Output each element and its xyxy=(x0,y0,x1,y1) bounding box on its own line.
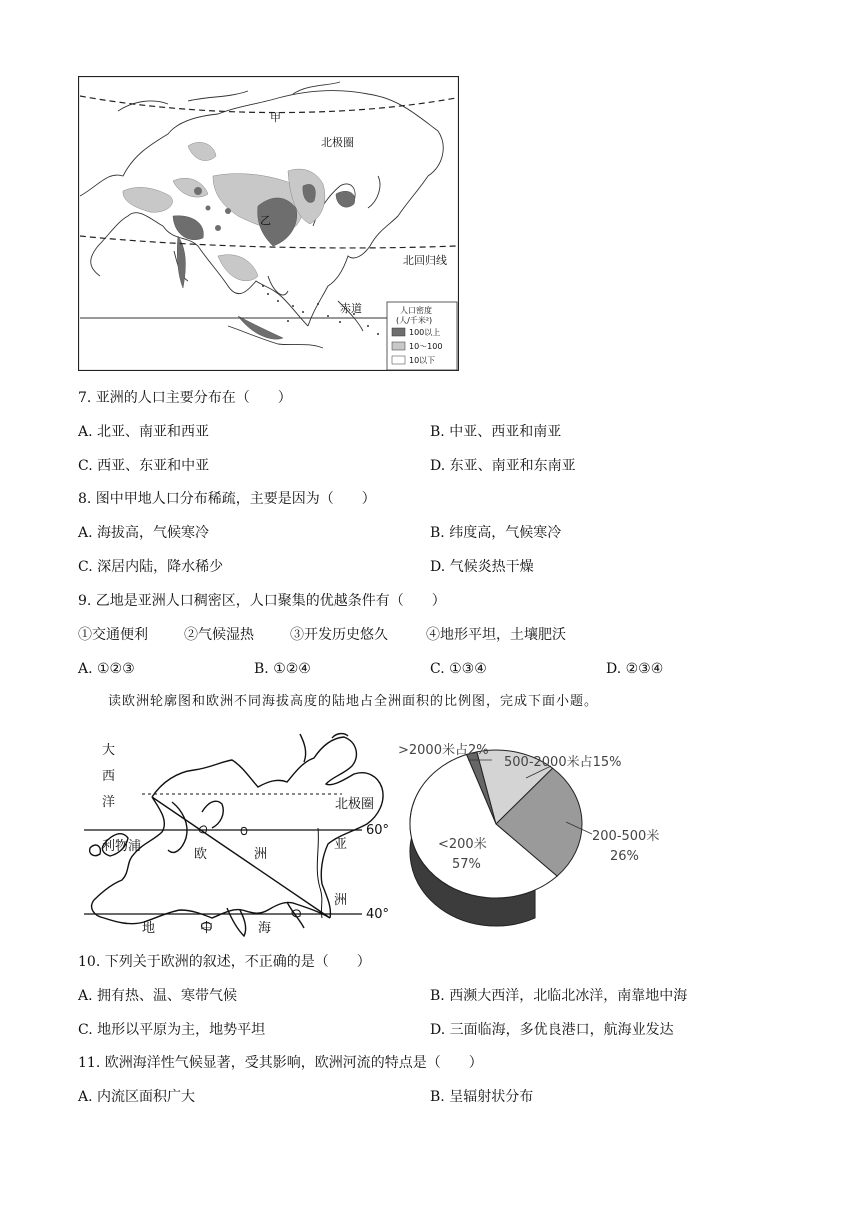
question-7-option-b[interactable]: B. 中亚、西亚和南亚 xyxy=(430,424,562,440)
label-lat-40: 40° xyxy=(366,907,390,922)
label-eu-arctic-circle: 北极圈 xyxy=(335,797,375,812)
question-9-statement-3: ③开发历史悠久 xyxy=(290,627,388,643)
question-9-statement-1: ①交通便利 xyxy=(78,627,148,643)
pie-label-200-500: 200-500米 xyxy=(592,829,660,844)
legend-label-low: 10以下 xyxy=(409,356,436,365)
question-8-option-d[interactable]: D. 气候炎热干燥 xyxy=(430,559,534,575)
question-11-option-a[interactable]: A. 内流区面积广大 xyxy=(78,1089,196,1105)
question-10-option-c[interactable]: C. 地形以平原为主，地势平坦 xyxy=(78,1022,266,1038)
label-asia-1: 亚 xyxy=(334,837,348,852)
pie-label-500-2000: 500-2000米占15% xyxy=(504,755,622,770)
question-7-option-d[interactable]: D. 东亚、南亚和东南亚 xyxy=(430,458,576,474)
legend-unit: (人/千米²) xyxy=(396,316,433,325)
label-atlantic-3: 洋 xyxy=(102,795,116,810)
section-intro: 读欧洲轮廓图和欧洲不同海拔高度的陆地占全洲面积的比例图，完成下面小题。 xyxy=(108,694,599,709)
question-9-statement-2: ②气候湿热 xyxy=(184,627,254,643)
label-tropic-of-cancer: 北回归线 xyxy=(403,254,447,267)
elevation-pie-chart xyxy=(396,732,706,942)
question-7-option-c[interactable]: C. 西亚、东亚和中亚 xyxy=(78,458,210,474)
question-10-option-d[interactable]: D. 三面临海，多优良港口，航海业发达 xyxy=(430,1022,674,1038)
question-9-option-d[interactable]: D. ②③④ xyxy=(606,661,664,677)
question-8-option-c[interactable]: C. 深居内陆，降水稀少 xyxy=(78,559,224,575)
question-11-option-b[interactable]: B. 呈辐射状分布 xyxy=(430,1089,534,1105)
question-7-stem: 7. 亚洲的人口主要分布在（ ） xyxy=(78,390,292,406)
legend-label-mid: 10～100 xyxy=(409,342,443,351)
legend-title: 人口密度 xyxy=(400,306,432,315)
label-atlantic-1: 大 xyxy=(102,743,116,758)
label-asia-2: 洲 xyxy=(334,893,348,908)
label-lat-60: 60° xyxy=(366,823,390,838)
label-liverpool: 利物浦 xyxy=(102,839,142,854)
question-8-option-b[interactable]: B. 纬度高，气候寒冷 xyxy=(430,525,562,541)
asia-population-map xyxy=(78,76,459,371)
pie-slices xyxy=(410,750,582,898)
label-europe-2: 洲 xyxy=(254,847,268,862)
question-8-option-a[interactable]: A. 海拔高，气候寒冷 xyxy=(78,525,210,541)
pie-label-under-200-pct: 57% xyxy=(452,857,481,872)
legend-label-high: 100以上 xyxy=(409,328,441,337)
question-11-stem: 11. 欧洲海洋性气候显著，受其影响，欧洲河流的特点是（ ） xyxy=(78,1055,483,1071)
europe-outline-map xyxy=(82,732,400,938)
question-10-stem: 10. 下列关于欧洲的叙述，不正确的是（ ） xyxy=(78,954,371,970)
label-equator: 赤道 xyxy=(340,302,362,315)
question-10-option-a[interactable]: A. 拥有热、温、寒带气候 xyxy=(78,988,238,1004)
legend-swatch-low xyxy=(392,356,405,364)
pie-label-under-200: <200米 xyxy=(438,837,487,852)
question-9-stem: 9. 乙地是亚洲人口稠密区，人口聚集的优越条件有（ ） xyxy=(78,593,446,609)
label-med-1: 地 xyxy=(142,921,156,936)
legend-swatch-high xyxy=(392,328,405,336)
label-jia: 甲 xyxy=(270,111,281,124)
label-yi: 乙 xyxy=(260,214,271,227)
label-europe-1: 欧 xyxy=(194,847,208,862)
label-arctic-circle: 北极圈 xyxy=(321,136,354,149)
question-9-option-a[interactable]: A. ①②③ xyxy=(78,661,135,677)
label-med-2: 中 xyxy=(200,921,214,936)
question-7-option-a[interactable]: A. 北亚、南亚和西亚 xyxy=(78,424,210,440)
pie-label-200-500-pct: 26% xyxy=(610,849,639,864)
label-med-3: 海 xyxy=(258,921,272,936)
question-9-option-c[interactable]: C. ①③④ xyxy=(430,661,487,677)
map-legend xyxy=(387,302,457,370)
question-9-option-b[interactable]: B. ①②④ xyxy=(254,661,311,677)
question-9-statement-4: ④地形平坦，土壤肥沃 xyxy=(426,627,566,643)
question-8-stem: 8. 图中甲地人口分布稀疏，主要是因为（ ） xyxy=(78,491,376,507)
pie-label-over-2000: >2000米占2% xyxy=(398,743,489,758)
label-atlantic-2: 西 xyxy=(102,769,116,784)
question-10-option-b[interactable]: B. 西濒大西洋，北临北冰洋，南靠地中海 xyxy=(430,988,688,1004)
legend-swatch-mid xyxy=(392,342,405,350)
